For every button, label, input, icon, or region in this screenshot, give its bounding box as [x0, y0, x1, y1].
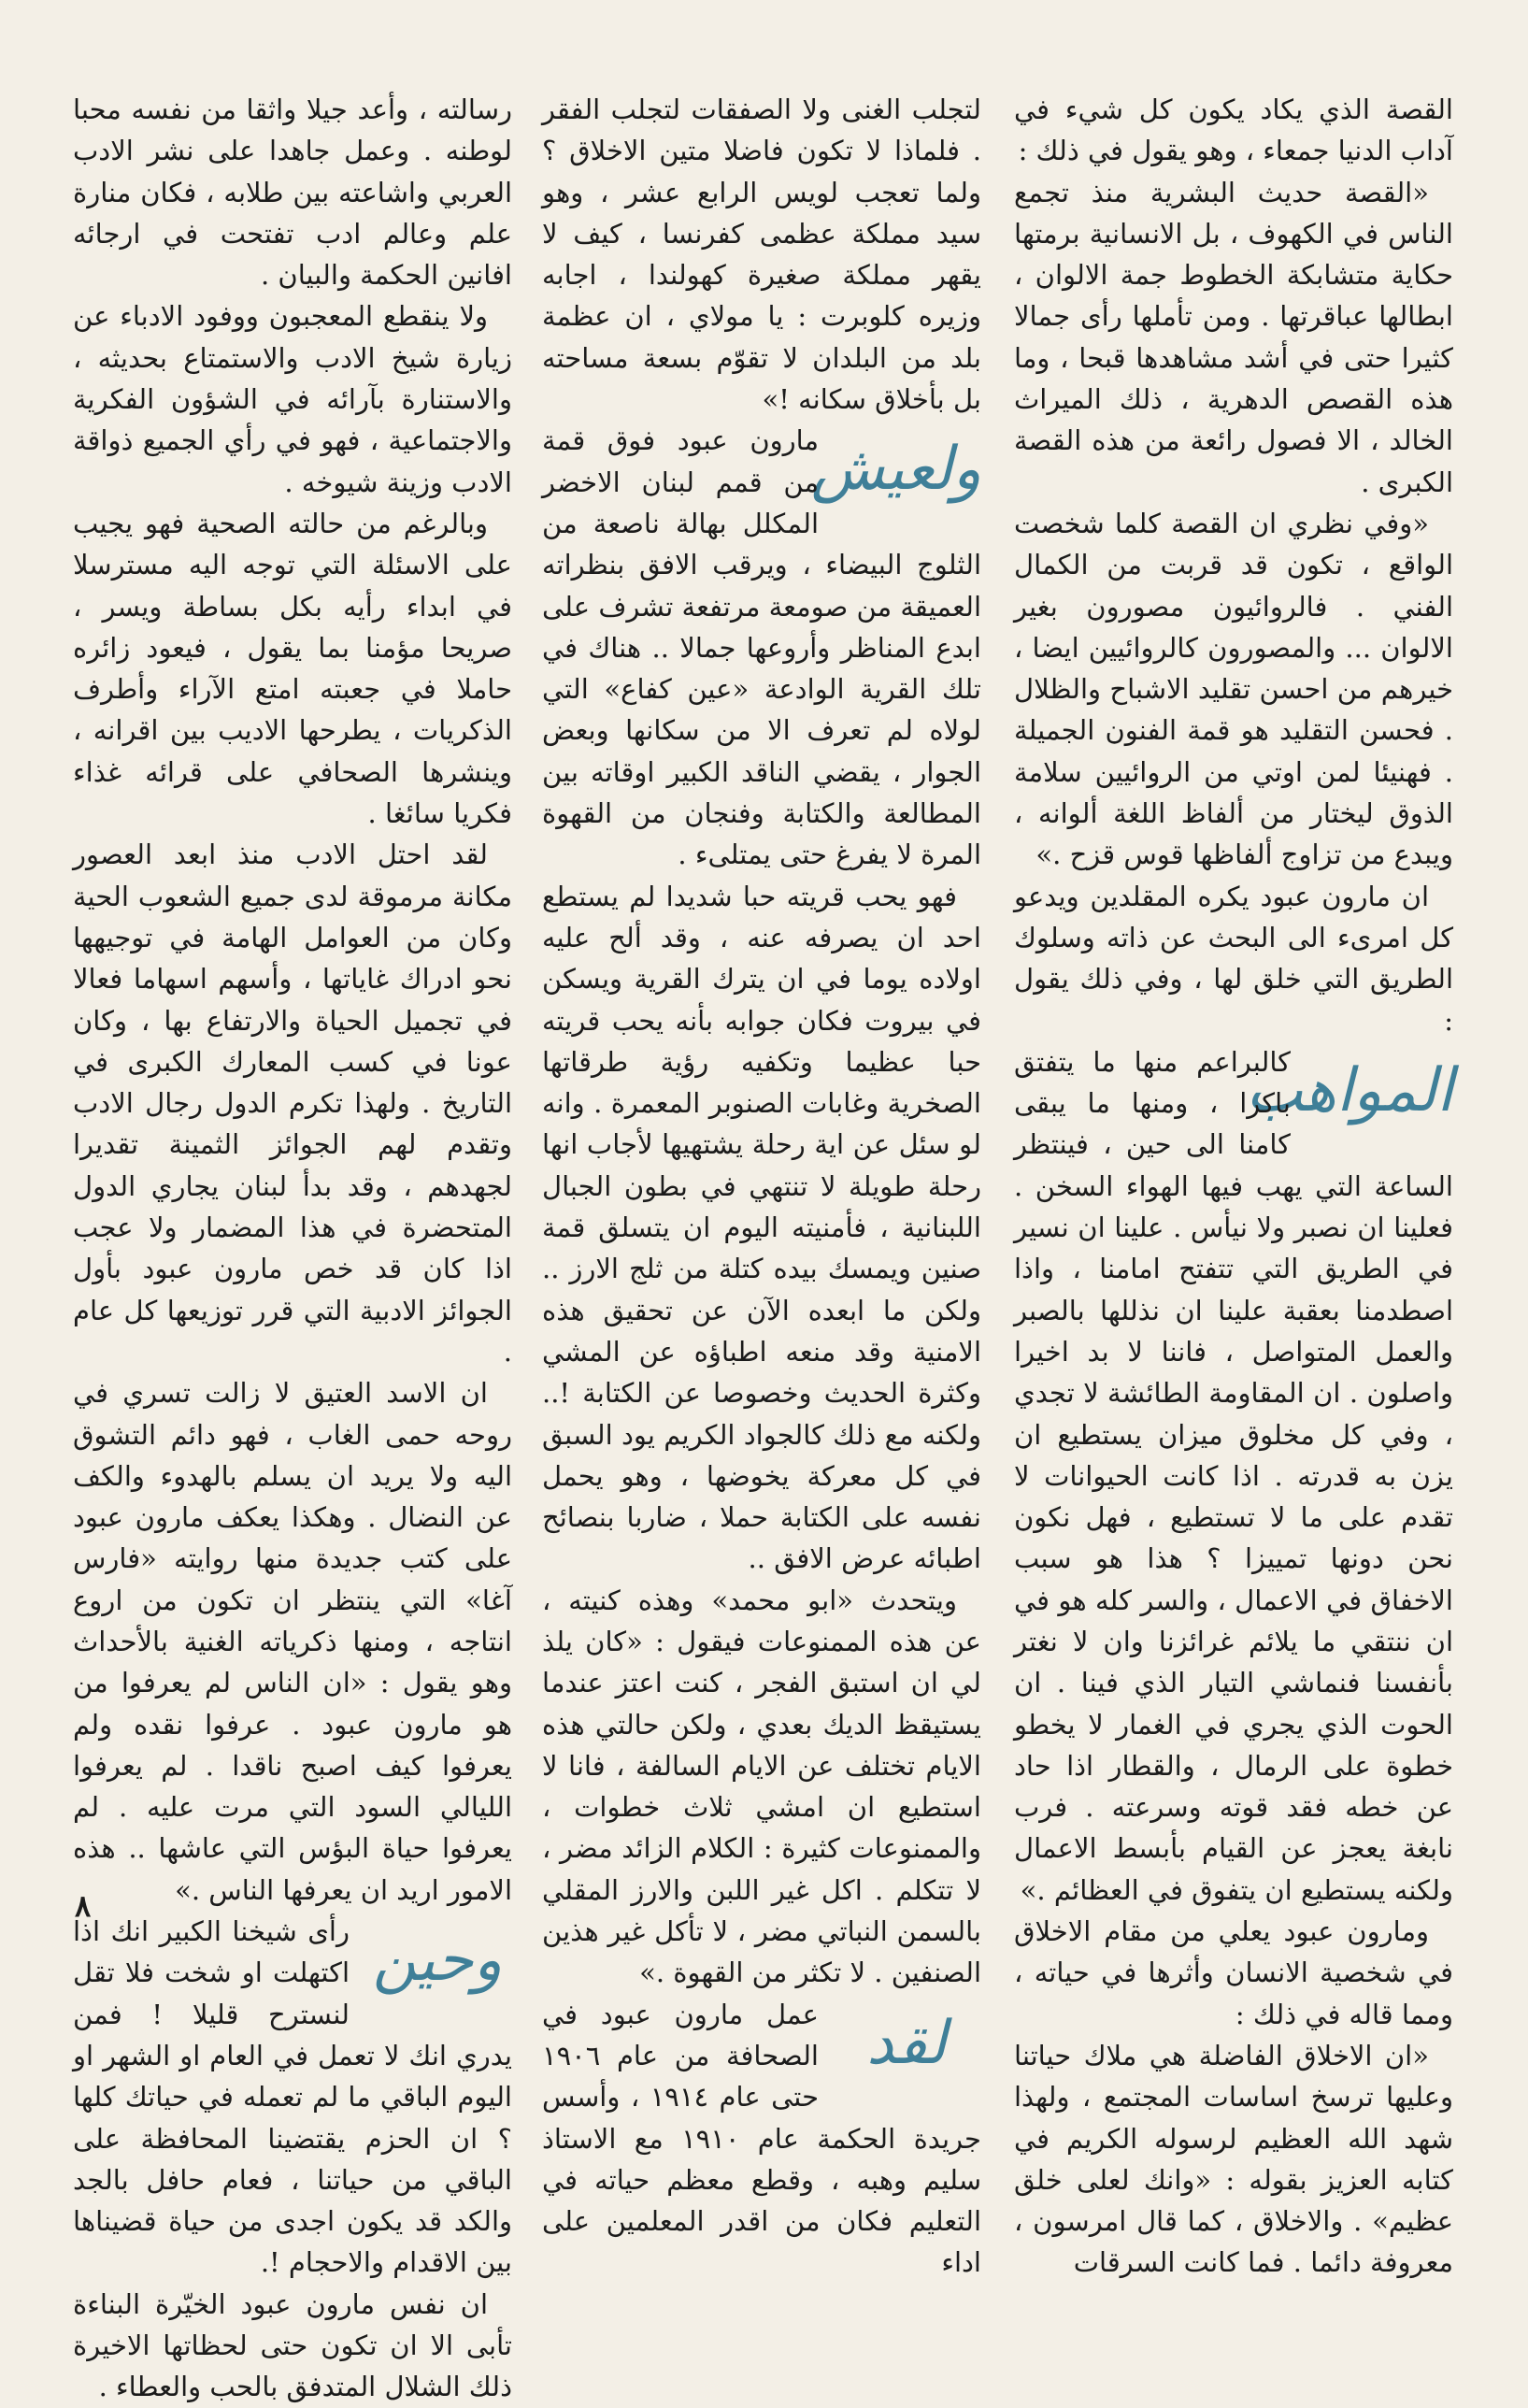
paragraph: رسالته ، وأعد جيلا واثقا من نفسه محبا لوطنه . وعمل جاهدا على نشر الادب العربي واشاعته بين طلابه ، فكان منارة علم وعالم ادب تفتحت في ارجائه افانين الحكمة والبيان . — [73, 93, 512, 292]
paragraph: ويتحدث «ابو محمد» وهذه كنيته ، عن هذه الممنوعات فيقول : «كان يلذ لي ان استبق الفجر ، كنت اعتز عندما يستيقظ الديك بعدي ، ولكن حالتي هذه الايام تختلف عن الايام السالفة ، فانا لا استطيع ان امشي ثلاث خطوات ، والممنوعات كثيرة : الكلام الزائد مضر ، لا تتكلم . اكل غير اللبن والارز المقلي بالسمن النباتي مضر ، لا تأكل غير هذين الصنفين . لا تكثر من القهوة .» — [542, 1584, 981, 1989]
paragraph: ان الاسد العتيق لا زالت تسري في روحه حمى الغاب ، فهو دائم التشوق اليه ولا يريد ان يسلم بالهدوء والكف عن النضال . وهكذا يعكف مارون عبود على كتب جديدة منها روايته «فارس آغا» التي ينتظر ان تكون من اروع انتاجه ، ومنها ذكرياته الغنية بالأحداث وهو يقول : «ان الناس لم يعرفوا من هو مارون عبود . عرفوا نقده ولم يعرفوا كيف اصبح ناقدا . لم يعرفوا الليالي السود التي مرت عليه . لم يعرفوا حياة البؤس التي عاشها .. هذه الامور اريد ان يعرفها الناس .» — [73, 1377, 512, 1906]
column-right — [1014, 89, 1453, 2284]
paragraph: ومارون عبود يعلي من مقام الاخلاق في شخصية الانسان وأثرها في حياته ، ومما قاله في ذلك : — [1014, 1915, 1453, 2030]
decorative-dropcap-word: وحين — [372, 1926, 503, 1996]
paragraph: لتجلب الغنى ولا الصفقات لتجلب الفقر . فلماذا لا تكون فاضلا متين الاخلاق ؟ ولما تعجب لويس الرابع عشر ، وهو سيد مملكة عظمى كفرنسا ، كيف لا يقهر مملكة صغيرة كهولندا ، اجابه وزيره كلوبرت : يا مولاي ، ان عظمة بلد من البلدان لا تقوّم بسعة مساحته بل بأخلاق سكانه !» — [542, 93, 981, 416]
decorative-dropcap-word: لقد — [866, 2008, 947, 2078]
paragraph: لقد احتل الادب منذ ابعد العصور مكانة مرموقة لدى جميع الشعوب الحية وكان من العوامل الهامة في توجيهها نحو ادراك غاياتها ، وأسهم اسهاما فعالا في تجميل الحياة والارتفاع بها ، وكان عونا في كسب المعارك الكبرى في التاريخ . ولهذا تكرم الدول رجال الادب وتقدم لهم الجوائز الثمينة تقديرا لجهدهم ، وقد بدأ لبنان يجاري الدول المتحضرة في هذا المضمار ولا عجب اذا كان قد خص مارون عبود بأول الجوائز الادبية التي قرر توزيعها كل عام . — [73, 838, 512, 1368]
paragraph: مارون عبود فوق قمة من قمم لبنان الاخضر المكلل بهالة ناصعة من الثلوج البيضاء ، ويرقب الافق بنظراته العميقة من صومعة مرتفعة تشرف على ابدع المناظر وأروعها جمالا .. هناك في تلك القرية الوادعة «عين كفاع» التي لولاه لم تعرف الا من سكانها وبعض الجوار ، يقضي الناقد الكبير اوقاته بين المطالعة والكتابة وفنجان من القهوة المرة لا يفرغ حتى يمتلىء . — [542, 424, 981, 871]
decorative-dropcap-word: المواهب — [1246, 1055, 1453, 1125]
paragraph: «ان الاخلاق الفاضلة هي ملاك حياتنا وعليها ترسخ اساسات المجتمع ، ولهذا شهد الله العظيم لرسوله الكريم في كتابه العزيز بقوله : «وانك لعلى خلق عظيم» . والاخلاق ، كما قال امرسون ، معروفة دائما . فما كانت السرقات — [1014, 2039, 1453, 2279]
paragraph: «القصة حديث البشرية منذ تجمع الناس في الكهوف ، بل الانسانية برمتها حكاية متشابكة الخطوط جمة الالوان ، ابطالها عباقرتها . ومن تأملها رأى جمالا كثيرا حتى في أشد مشاهدها قبحا ، وما هذه القصص الدهرية ، ذلك الميراث الخالد ، الا فصول رائعة من هذه القصة الكبرى . — [1014, 176, 1453, 498]
paragraph: فهو يحب قريته حبا شديدا لم يستطع احد ان يصرفه عنه ، وقد ألح عليه اولاده يوما في ان يترك القرية ويسكن في بيروت فكان جوابه بأنه يحب قريته حبا عظيما وتكفيه رؤية طرقاتها الصخرية وغابات الصنوبر المعمرة . وانه لو سئل عن اية رحلة يشتهيها لأجاب انها رحلة طويلة لا تنتهي في بطون الجبال اللبنانية ، فأمنيته اليوم ان يتسلق قمة صنين ويمسك بيده كتلة من ثلج الارز .. ولكن ما ابعده الآن عن تحقيق هذه الامنية وقد منعه اطباؤه عن المشي وكثرة الحديث وخصوصا عن الكتابة !.. ولكنه مع ذلك كالجواد الكريم يود السبق في كل معركة يخوضها ، وهو يحمل نفسه على الكتابة حملا ، ضاربا بنصائح اطبائه عرض الافق .. — [542, 880, 981, 1575]
paragraph: وبالرغم من حالته الصحية فهو يجيب على الاسئلة التي توجه اليه مسترسلا في ابداء رأيه بكل بساطة ويسر ، صريحا مؤمنا بما يقول ، فيعود زائره حاملا في جعبته امتع الآراء وأطرف الذكريات ، يطرحها الاديب بين اقرانه ، وينشرها الصحافي على قرائه غذاء فكريا سائغا . — [73, 507, 512, 830]
paragraph: «وفي نظري ان القصة كلما شخصت الواقع ، تكون قد قربت من الكمال الفني . فالروائيون مصورون بغير الالوان ... والمصورون كالروائيين ايضا ، خيرهم من احسن تقليد الاشباح والظلال . فحسن التقليد هو قمة الفنون الجميلة . فهنيئا لمن اوتي من الروائيين سلامة الذوق ليختار من ألفاظ اللغة ألوانه ، ويبدع من تزاوج ألفاظها قوس قزح .» — [1014, 507, 1453, 871]
paragraph: ولا ينقطع المعجبون ووفود الادباء عن زيارة شيخ الادب والاستمتاع بحديثه ، والاستنارة بآرائه في الشؤون الفكرية والاجتماعية ، فهو في رأي الجميع ذواقة الادب وزينة شيوخه . — [73, 300, 512, 498]
paragraph: ان نفس مارون عبود الخيّرة البناءة تأبى الا ان تكون حتى لحظاتها الاخيرة ذلك الشلال المتدفق بالحب والعطاء . — [73, 2287, 512, 2403]
paragraph: رأى شيخنا الكبير انك اذا اكتهلت او شخت فلا تقل لنسترح قليلا ! فمن يدري انك لا تعمل في العام او الشهر او اليوم الباقي ما لم تعمله في حياتك كلها ؟ ان الحزم يقتضينا المحافظة على الباقي من حياتنا ، فعام حافل بالجد والكد قد يكون اجدى من حياة قضيناها بين الاقدام والاحجام !. — [73, 1915, 512, 2279]
column-left — [73, 89, 512, 2408]
page-number: ٨ — [75, 1888, 92, 1924]
decorative-dropcap-word: ولعيش — [810, 435, 981, 505]
paragraph: كالبراعم منها ما يتفتق باكرا ، ومنها ما يبقى كامنا الى حين ، فينتظر الساعة التي يهب فيها الهواء السخن . فعلينا ان نصبر ولا نيأس . علينا ان نسير في الطريق التي تتفتح امامنا ، واذا اصطدمنا بعقبة علينا ان نذللها بالصبر والعمل المتواصل ، فاننا لا بد اخيرا واصلون . ان المقاومة الطائشة لا تجدي ، وفي كل مخلوق ميزان يستطيع ان يزن به قدرته . اذا كانت الحيوانات لا تقدم على ما لا تستطيع ، فهل نكون نحن دونها تمييزا ؟ هذا هو سبب الاخفاق في الاعمال ، والسر كله هو في ان ننتقي ما يلائم غرائزنا وان لا نغتر بأنفسنا فنماشي التيار الذي فينا . ان الحوت الذي يجري في الغمار لا يخطو خطوة على الرمال ، والقطار اذا حاد عن خطه فقد قوته وسرعته . فرب نابغة يعجز عن القيام بأبسط الاعمال ولكنه يستطيع ان يتفوق في العظائم .» — [1014, 1045, 1453, 1906]
paragraph: عمل مارون عبود في الصحافة من عام ١٩٠٦ حتى عام ١٩١٤ ، وأسس جريدة الحكمة عام ١٩١٠ مع الاستاذ سليم وهبه ، وقطع معظم حياته في التعليم فكان من اقدر المعلمين على اداء — [542, 1998, 981, 2279]
paragraph: ان مارون عبود يكره المقلدين ويدعو كل امرىء الى البحث عن ذاته وسلوك الطريق التي خلق لها ، وفي ذلك يقول : — [1014, 880, 1453, 1037]
paragraph: القصة الذي يكاد يكون كل شيء في آداب الدنيا جمعاء ، وهو يقول في ذلك : — [1014, 93, 1453, 167]
column-middle — [542, 89, 981, 2284]
